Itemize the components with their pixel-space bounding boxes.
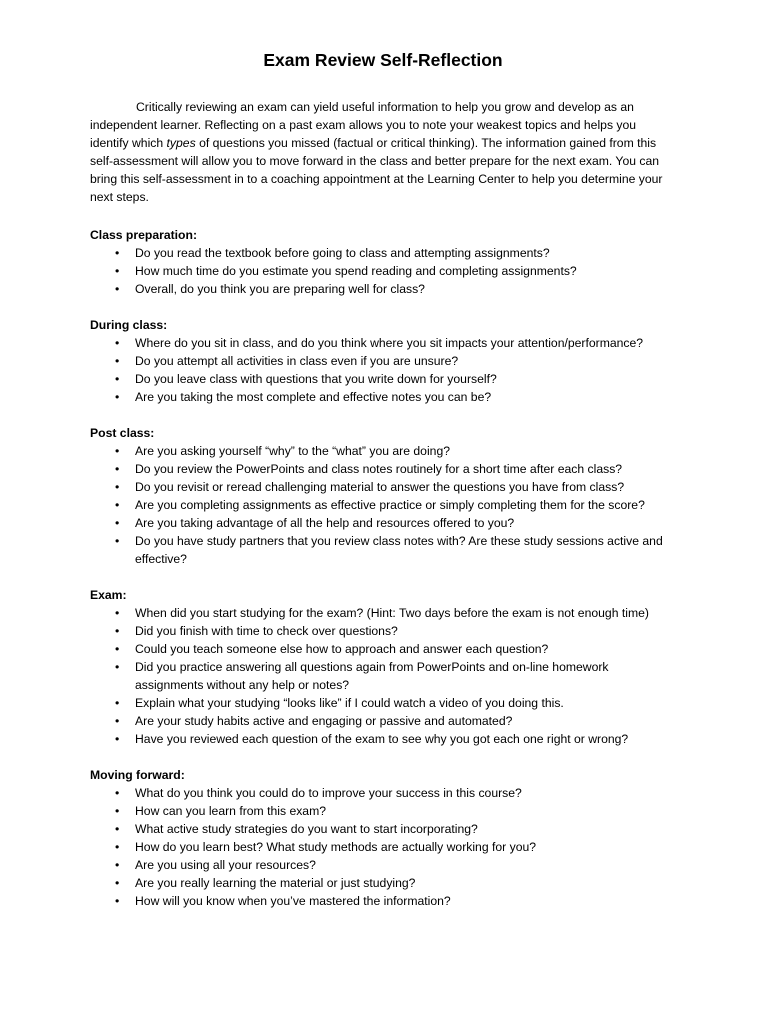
list-item-text: Do you leave class with questions that you write down for yourself?: [135, 372, 497, 386]
list-item: [90, 370, 676, 388]
bullet-mark: •: [115, 516, 120, 530]
section-heading: Moving forward:: [90, 768, 185, 782]
list-item-text: Are you taking advantage of all the help and resources offered to you?: [135, 516, 515, 530]
bullet-mark: •: [115, 498, 120, 512]
bullet-mark: •: [115, 894, 120, 908]
bullet-mark: •: [115, 282, 120, 296]
list-item-text: Do you read the textbook before going to class and attempting assignments?: [135, 246, 550, 260]
intro-text-part-2: of questions you missed (factual or critical thinking). The information gained from this self-assessment will allow you to move forward in the class and better prepare for the next exam. You can bring this self-assessment in to a coaching appointment at the Learning Center to help you determine your next steps.: [90, 136, 663, 204]
list-item-text: Where do you sit in class, and do you think where you sit impacts your attention/performance?: [135, 336, 644, 350]
bullet-mark: •: [115, 660, 120, 674]
list-item-text: When did you start studying for the exam? (Hint: Two days before the exam is not enough time): [135, 606, 649, 620]
list-item-text: Are you really learning the material or just studying?: [135, 876, 416, 890]
list-item: [90, 334, 676, 352]
list-item: [90, 712, 676, 730]
list-item-text: Do you revisit or reread challenging material to answer the questions you have from class?: [135, 480, 625, 494]
list-item: [90, 442, 676, 460]
bullet-mark: •: [115, 354, 120, 368]
section: [90, 424, 676, 568]
bullet-mark: •: [115, 804, 120, 818]
list-item: [90, 856, 676, 874]
bullet-list: [90, 604, 676, 748]
bullet-mark: •: [115, 606, 120, 620]
list-item-text: What do you think you could do to improve your success in this course?: [135, 786, 522, 800]
bullet-mark: •: [115, 444, 120, 458]
bullet-mark: •: [115, 840, 120, 854]
bullet-mark: •: [115, 732, 120, 746]
section-heading: Post class:: [90, 426, 155, 440]
list-item-text: Overall, do you think you are preparing well for class?: [135, 282, 425, 296]
list-item: [90, 280, 676, 298]
list-item-text: Are you taking the most complete and effective notes you can be?: [135, 390, 492, 404]
list-item-text: Do you attempt all activities in class even if you are unsure?: [135, 354, 459, 368]
bullet-list: [90, 784, 676, 910]
bullet-mark: •: [115, 372, 120, 386]
bullet-mark: •: [115, 246, 120, 260]
list-item: [90, 802, 676, 820]
bullet-list: [90, 334, 676, 406]
list-item: [90, 604, 676, 622]
bullet-mark: •: [115, 642, 120, 656]
bullet-mark: •: [115, 876, 120, 890]
bullet-mark: •: [115, 696, 120, 710]
bullet-mark: •: [115, 390, 120, 404]
list-item: [90, 532, 676, 568]
bullet-mark: •: [115, 336, 120, 350]
list-item: [90, 892, 676, 910]
list-item-text: Did you practice answering all questions again from PowerPoints and on-line homework assignments without any help or notes?: [135, 660, 609, 692]
list-item: [90, 658, 676, 694]
list-item: [90, 388, 676, 406]
section: [90, 316, 676, 406]
bullet-mark: •: [115, 714, 120, 728]
intro-text-part-1: Critically reviewing an exam can yield useful information to help you grow and develop as an independent learner. Reflecting on a past exam allows you to note your weakest topics and helps you identify which: [90, 100, 637, 150]
section: [90, 586, 676, 748]
section: [90, 766, 676, 910]
list-item: [90, 874, 676, 892]
bullet-mark: •: [115, 480, 120, 494]
list-item-text: Explain what your studying “looks like” if I could watch a video of you doing this.: [135, 696, 564, 710]
bullet-mark: •: [115, 858, 120, 872]
list-item: [90, 262, 676, 280]
list-item-text: How can you learn from this exam?: [135, 804, 327, 818]
list-item-text: How much time do you estimate you spend reading and completing assignments?: [135, 264, 577, 278]
list-item: [90, 640, 676, 658]
bullet-list: [90, 442, 676, 568]
list-item-text: What active study strategies do you want to start incorporating?: [135, 822, 478, 836]
list-item-text: Do you review the PowerPoints and class notes routinely for a short time after each class?: [135, 462, 623, 476]
bullet-mark: •: [115, 264, 120, 278]
intro-paragraph: [90, 98, 676, 206]
list-item-text: Are you asking yourself “why” to the “what” you are doing?: [135, 444, 451, 458]
question-sections: [90, 226, 676, 910]
bullet-mark: •: [115, 822, 120, 836]
list-item-text: Are you completing assignments as effective practice or simply completing them for the score?: [135, 498, 645, 512]
section-heading: During class:: [90, 318, 168, 332]
list-item-text: How do you learn best? What study methods are actually working for you?: [135, 840, 537, 854]
list-item: [90, 784, 676, 802]
intro-emphasis: types: [166, 136, 196, 150]
list-item: [90, 514, 676, 532]
bullet-mark: •: [115, 786, 120, 800]
list-item: [90, 460, 676, 478]
list-item: [90, 244, 676, 262]
list-item-text: Are your study habits active and engaging or passive and automated?: [135, 714, 513, 728]
list-item: [90, 694, 676, 712]
bullet-mark: •: [115, 624, 120, 638]
list-item: [90, 352, 676, 370]
section-heading: Class preparation:: [90, 228, 198, 242]
section: [90, 226, 676, 298]
list-item-text: Do you have study partners that you review class notes with? Are these study sessions active and effective?: [135, 534, 663, 566]
list-item-text: Are you using all your resources?: [135, 858, 316, 872]
list-item: [90, 838, 676, 856]
section-heading: Exam:: [90, 588, 127, 602]
page-title: Exam Review Self-Reflection: [263, 50, 503, 70]
list-item-text: Have you reviewed each question of the exam to see why you got each one right or wrong?: [135, 732, 629, 746]
bullet-list: [90, 244, 676, 298]
list-item: [90, 496, 676, 514]
list-item: [90, 820, 676, 838]
list-item: [90, 478, 676, 496]
bullet-mark: •: [115, 534, 120, 548]
list-item: [90, 622, 676, 640]
list-item-text: How will you know when you’ve mastered the information?: [135, 894, 451, 908]
list-item-text: Could you teach someone else how to approach and answer each question?: [135, 642, 549, 656]
bullet-mark: •: [115, 462, 120, 476]
list-item-text: Did you finish with time to check over questions?: [135, 624, 398, 638]
list-item: [90, 730, 676, 748]
